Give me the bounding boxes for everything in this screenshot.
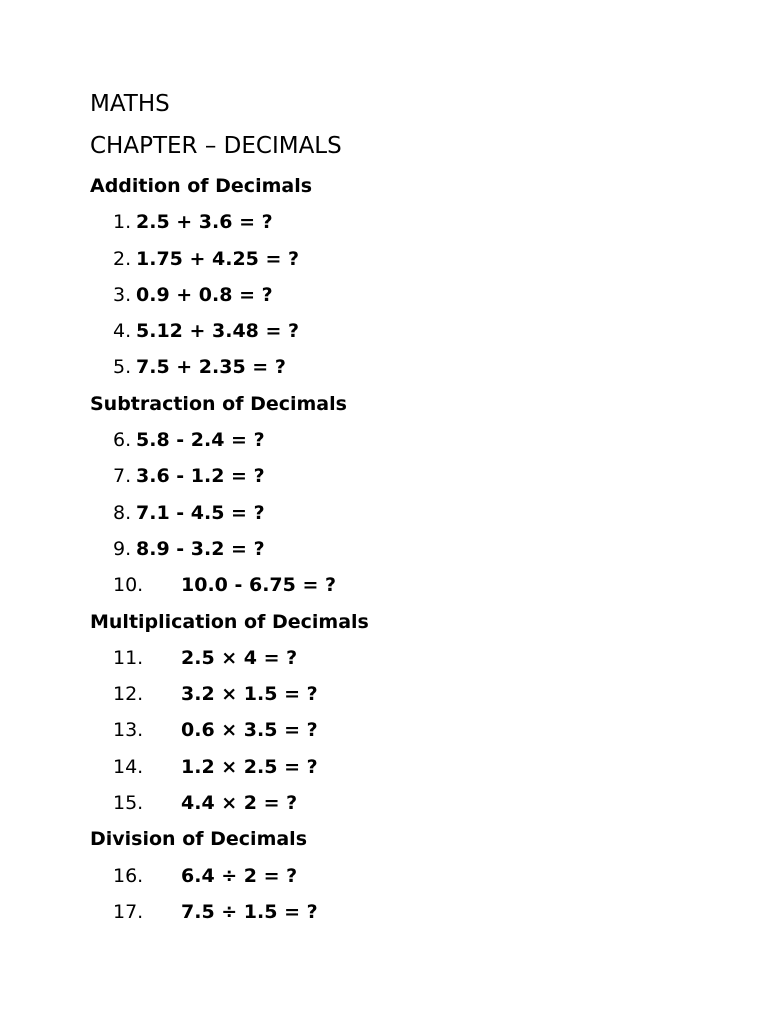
problem-number: 14. — [113, 755, 144, 778]
problem-expression: 6.4 ÷ 2 = ? — [181, 864, 298, 887]
section-heading: Addition of Decimals — [90, 175, 313, 197]
problem-expression: 3.2 × 1.5 = ? — [181, 683, 318, 706]
document-page — [90, 90, 710, 930]
problem-item — [90, 422, 710, 458]
problem-item — [90, 349, 710, 385]
problem-number: 12. — [113, 683, 144, 706]
problem-number: 6. — [113, 429, 132, 452]
problem-item — [90, 313, 710, 349]
problem-expression: 7.5 + 2.35 = ? — [136, 356, 286, 379]
problem-expression: 3.6 - 1.2 = ? — [136, 465, 265, 488]
problem-number: 2. — [113, 247, 132, 270]
problem-expression: 1.75 + 4.25 = ? — [136, 247, 300, 270]
problem-expression: 10.0 - 6.75 = ? — [181, 574, 337, 597]
problem-expression: 2.5 + 3.6 = ? — [136, 211, 273, 234]
section-heading: Division of Decimals — [90, 828, 308, 851]
problem-number: 11. — [113, 646, 144, 669]
problem-expression: 0.6 × 3.5 = ? — [181, 719, 318, 742]
problem-item — [90, 567, 710, 603]
problem-expression: 8.9 - 3.2 = ? — [136, 537, 265, 560]
problem-item — [90, 458, 710, 494]
problem-item — [90, 749, 710, 785]
problem-expression: 1.2 × 2.5 = ? — [181, 755, 318, 778]
problem-number: 9. — [113, 537, 132, 560]
problem-item — [90, 858, 710, 894]
section-heading: Multiplication of Decimals — [90, 610, 369, 633]
problem-expression: 0.9 + 0.8 = ? — [136, 283, 273, 306]
problem-item — [90, 712, 710, 748]
problem-number: 16. — [113, 864, 144, 887]
problem-expression: 4.4 × 2 = ? — [181, 792, 298, 815]
section-addition — [90, 168, 710, 386]
problem-expression: 5.8 - 2.4 = ? — [136, 429, 265, 452]
problem-expression: 7.1 - 4.5 = ? — [136, 501, 265, 524]
problem-number: 1. — [113, 211, 132, 234]
problem-expression: 2.5 × 4 = ? — [181, 646, 298, 669]
problem-item — [90, 241, 710, 277]
problem-item — [90, 531, 710, 567]
problem-number: 17. — [113, 900, 144, 923]
problem-expression: 5.12 + 3.48 = ? — [136, 320, 300, 343]
problem-number: 13. — [113, 719, 144, 742]
problem-number: 4. — [113, 320, 132, 343]
problem-number: 7. — [113, 465, 132, 488]
problem-number: 5. — [113, 356, 132, 379]
problem-number: 8. — [113, 501, 132, 524]
problem-number: 15. — [113, 792, 144, 815]
subject-title: MATHS — [90, 91, 170, 117]
section-subtraction — [90, 386, 710, 604]
problem-item — [90, 495, 710, 531]
problem-item — [90, 894, 710, 930]
section-multiplication — [90, 604, 710, 822]
problem-number: 10. — [113, 574, 144, 597]
problem-item — [90, 204, 710, 240]
problem-expression: 7.5 ÷ 1.5 = ? — [181, 900, 318, 923]
chapter-title: CHAPTER – DECIMALS — [90, 133, 342, 159]
problem-item — [90, 277, 710, 313]
section-division — [90, 821, 710, 930]
problem-number: 3. — [113, 283, 132, 306]
section-heading: Subtraction of Decimals — [90, 392, 347, 415]
problem-item — [90, 676, 710, 712]
problem-item — [90, 785, 710, 821]
problem-item — [90, 640, 710, 676]
